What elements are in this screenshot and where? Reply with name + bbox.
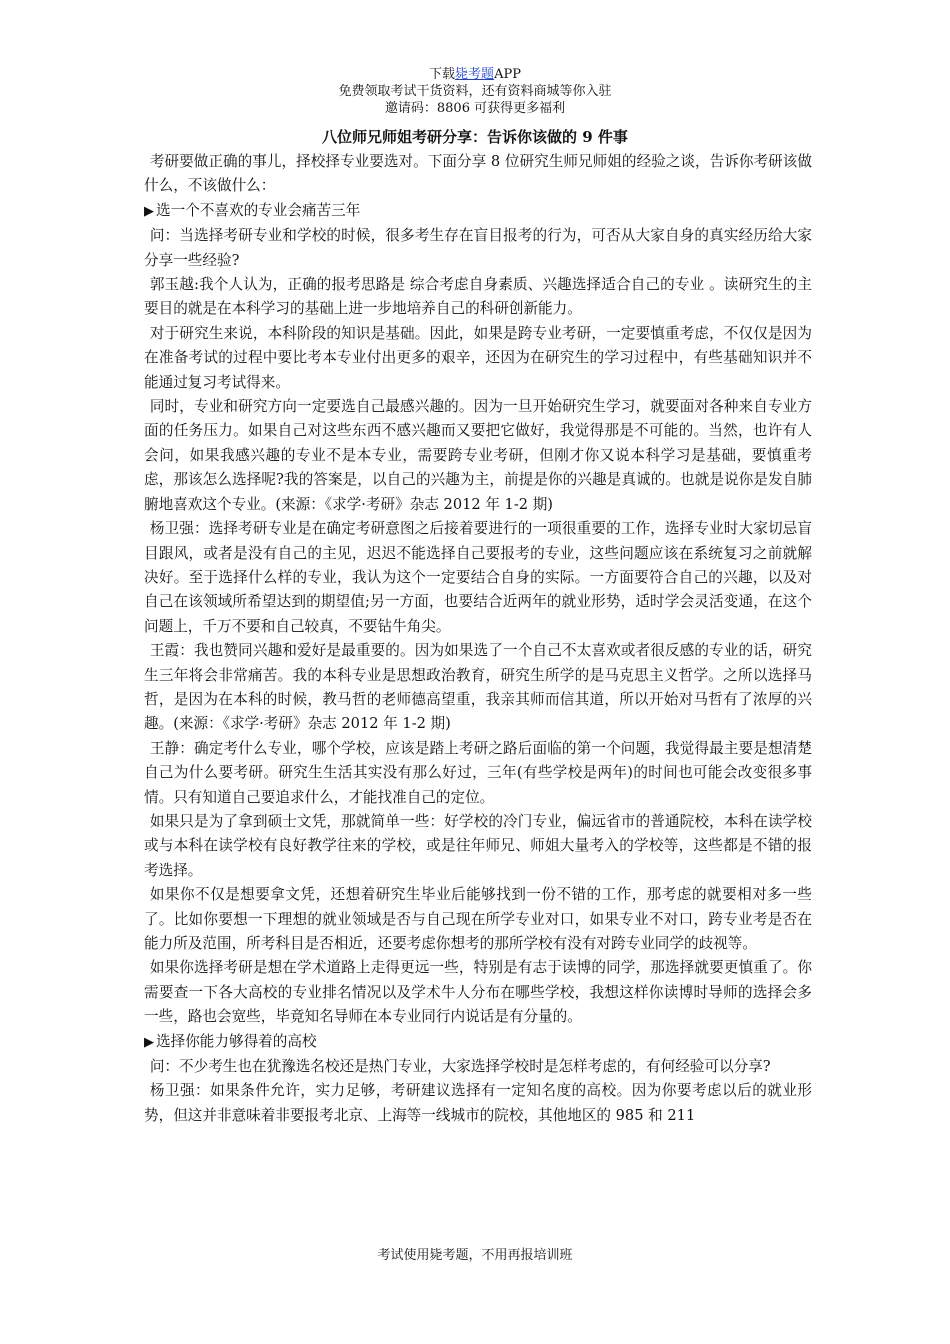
body-paragraph: 王霞：我也赞同兴趣和爱好是最重要的。因为如果选了一个自己不太喜欢或者很反感的专业的话，研究生三年将会非常痛苦。我的本科专业是思想政治教育，研究生所学的是马克思主义哲学。之所以选择马哲，是因为在本科的时候，教马哲的老师德高望重，我亲其师而信其道，所以开始对马哲有了浓厚的兴趣。(来源：《求学·考研》杂志 2012 年 1-2 期): [144, 642, 812, 733]
body-paragraph: 如果只是为了拿到硕士文凭，那就简单一些：好学校的冷门专业，偏远省市的普通院校，本科在读学校或与本科在读学校有良好教学往来的学校，或是往年师兄、师姐大量考入的学校等，这些都是不错的报考选择。: [144, 812, 812, 879]
promo-line: 免费领取考试干货资料，还有资料商城等你入驻: [338, 84, 612, 99]
body-paragraph: 问：当选择考研专业和学校的时候，很多考生存在盲目报考的行为，可否从大家自身的真实经历给大家分享一些经验?: [144, 227, 812, 269]
app-link[interactable]: 毙考题: [455, 67, 495, 82]
download-line: [0, 66, 950, 83]
section-heading-text: 选择你能力够得着的高校: [156, 1032, 317, 1050]
page-footer: 考试使用毙考题，不用再报培训班: [377, 1248, 573, 1263]
download-prefix: 下载: [429, 67, 456, 82]
body-paragraph: 考研要做正确的事儿，择校择专业要选对。下面分享 8 位研究生师兄师姐的经验之谈，告诉你考研该做什么，不该做什么：: [144, 153, 812, 195]
body-paragraph: 王静：确定考什么专业，哪个学校，应该是踏上考研之路后面临的第一个问题，我觉得最主要是想清楚自己为什么要考研。研究生生活其实没有那么好过，三年(有些学校是两年)的时间也可能会改变很多事情。只有知道自己要追求什么，才能找准自己的定位。: [144, 739, 812, 806]
body-paragraph: 杨卫强：选择考研专业是在确定考研意图之后接着要进行的一项很重要的工作，选择专业时大家切忌盲目跟风，或者是没有自己的主见，迟迟不能选择自己要报考的专业，这些问题应该在系统复习之前就解决好。至于选择什么样的专业，我认为这个一定要结合自身的实际。一方面要符合自己的兴趣，以及对自己在该领域所希望达到的期望值;另一方面，也要结合近两年的就业形势，适时学会灵活变通，在这个问题上，千万不要和自己较真，不要钻牛角尖。: [144, 520, 812, 635]
section-heading: [144, 199, 812, 224]
download-suffix: APP: [494, 67, 521, 82]
body-paragraph: 杨卫强：如果条件允许，实力足够，考研建议选择有一定知名度的高校。因为你要考虑以后的就业形势，但这并非意味着非要报考北京、上海等一线城市的院校，其他地区的 985 和 211: [144, 1082, 812, 1124]
body-paragraph: 如果你不仅是想要拿文凭，还想着研究生毕业后能够找到一份不错的工作，那考虑的就要相对多一些了。比如你要想一下理想的就业领域是否与自己现在所学专业对口，如果专业不对口，跨专业考是否在能力所及范围，所考科目是否相近，还要考虑你想考的那所学校有没有对跨专业同学的歧视等。: [144, 886, 812, 952]
article-body: [144, 150, 812, 1128]
body-paragraph: 同时，专业和研究方向一定要选自己最感兴趣的。因为一旦开始研究生学习，就要面对各种来自专业方面的任务压力。如果自己对这些东西不感兴趣而又要把它做好，我觉得那是不可能的。当然，也许有人会问，如果我感兴趣的专业不是本专业，需要跨专业考研，但刚才你又说本科学习是基础，要慎重考虑，那该怎么选择呢?我的答案是，以自己的兴趣为主，前提是你的兴趣是真诚的。也就是说你是发自肺腑地喜欢这个专业。(来源：《求学·考研》杂志 2012 年 1-2 期): [144, 398, 812, 513]
body-paragraph: 如果你选择考研是想在学术道路上走得更远一些，特别是有志于读博的同学，那选择就要更慎重了。你需要查一下各大高校的专业排名情况以及学术牛人分布在哪些学校，我想这样你读博时导师的选择会多一些，路也会宽些，毕竟知名导师在本专业同行内说话是有分量的。: [144, 959, 812, 1026]
document-title: 八位师兄师姐考研分享：告诉你该做的 9 件事: [322, 128, 628, 146]
body-paragraph: 对于研究生来说，本科阶段的知识是基础。因此，如果是跨专业考研，一定要慎重考虑，不仅仅是因为在准备考试的过程中要比考本专业付出更多的艰辛，还因为在研究生的学习过程中，有些基础知识并不能通过复习考试得来。: [144, 324, 812, 391]
invite-code-line: 邀请码：8806 可获得更多福利: [384, 101, 566, 116]
promo-header: [0, 66, 950, 117]
body-paragraph: 郭玉越:我个人认为，正确的报考思路是 综合考虑自身素质、兴趣选择适合自己的专业 。读研究生的主要目的就是在本科学习的基础上进一步地培养自己的科研创新能力。: [144, 276, 812, 318]
triangle-arrow-icon: ▶: [144, 203, 154, 219]
body-paragraph: 问：不少考生也在犹豫选名校还是热门专业，大家选择学校时是怎样考虑的，有何经验可以分享?: [149, 1058, 771, 1076]
triangle-arrow-icon: ▶: [144, 1034, 154, 1050]
section-heading-text: 选一个不喜欢的专业会痛苦三年: [156, 201, 361, 219]
section-heading: [144, 1030, 812, 1055]
